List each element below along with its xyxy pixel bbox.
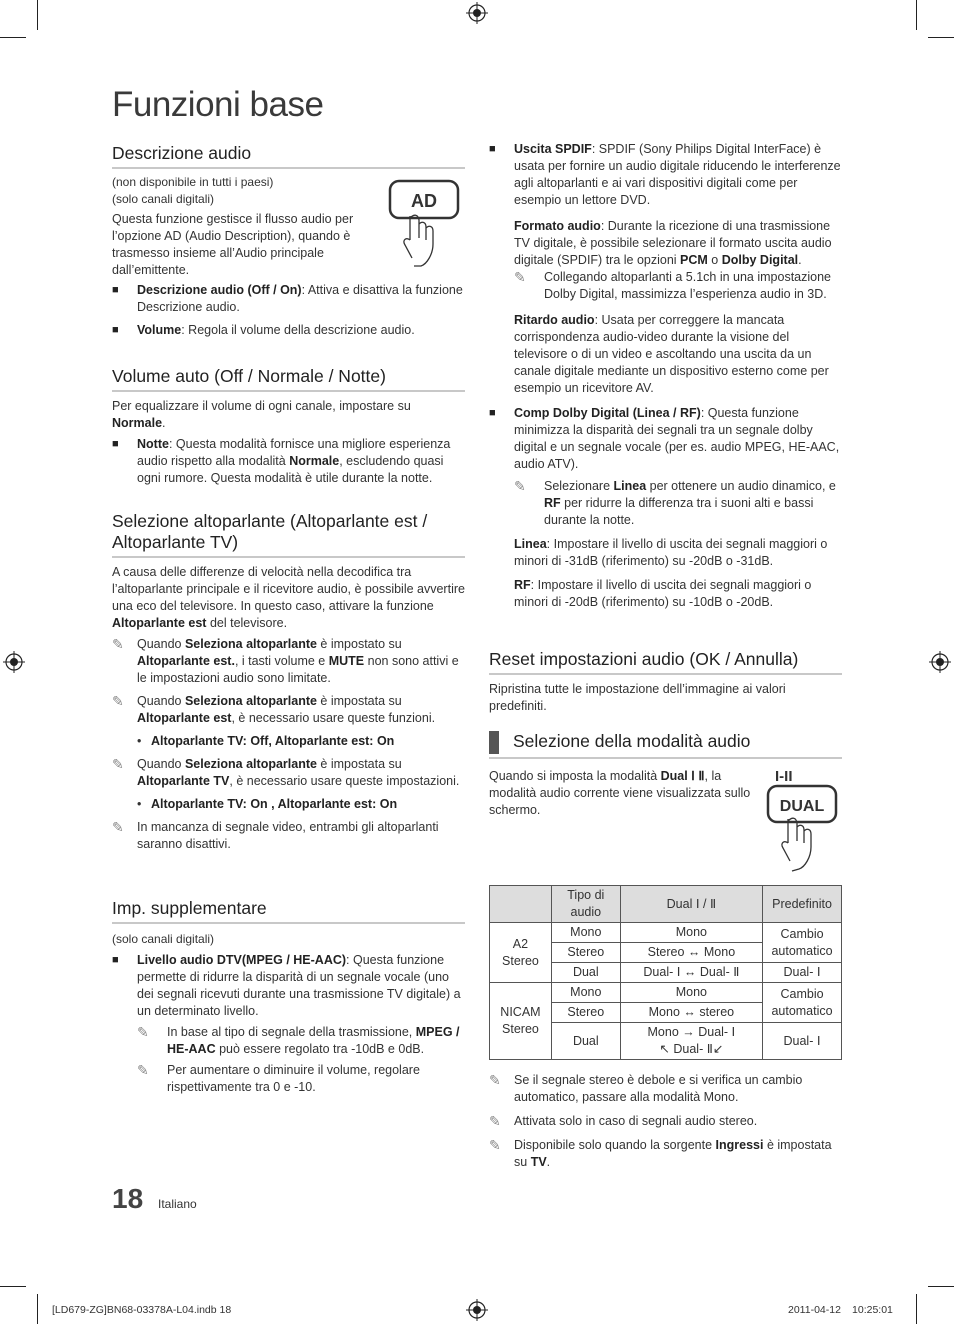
section-auto-volume <box>112 366 465 487</box>
note: ✎ Selezionare Linea per ottenere un audio dinamico, e RF per ridurre la differenza tra i suoni alti e bassi durante la notte. <box>514 478 836 527</box>
list-item: • Altoparlante TV: Off, Altoparlante est: On <box>137 734 395 748</box>
table-cell: Mono ↔ stereo <box>620 1003 762 1023</box>
paragraph: Questa funzione gestisce il flusso audio per l’opzione AD (Audio Description), quando è trasmesso insieme all’Audio principale dall’emittente. <box>112 212 354 277</box>
table-header-cell <box>490 886 552 923</box>
registration-mark-icon <box>466 1299 488 1321</box>
note: ✎ Quando Seleziona altoparlante è impostato su Altoparlante est., i tasti volume e MUTE non sono attivi e le impostazioni audio sono limitate. <box>112 636 459 685</box>
section-heading: Selezione della modalità audio <box>489 731 842 759</box>
crop-mark <box>37 1294 38 1324</box>
ad-button-label: AD <box>411 191 437 211</box>
table-cell: Cambio automatico <box>763 983 842 1023</box>
page-number: 18 <box>112 1183 144 1214</box>
table-cell: Dual <box>551 1023 620 1060</box>
dual-button-icon <box>766 763 838 875</box>
paragraph: Ripristina tutte le impostazione dell’immagine ai valori predefiniti. <box>489 682 786 713</box>
note: ✎ Quando Seleziona altoparlante è impostata su Altoparlante est, è necessario usare queste funzioni. <box>112 693 436 725</box>
footer-timestamp: 2011-04-12 10:25:01 <box>788 1304 893 1316</box>
note-pencil-icon: ✎ <box>112 756 124 772</box>
table-cell: A2 Stereo <box>490 923 552 983</box>
audio-mode-notes <box>489 1072 842 1171</box>
table-cell: Dual- Ⅰ ↔ Dual- Ⅱ <box>620 963 762 983</box>
bullet-square-icon: ■ <box>489 407 496 419</box>
paragraph: Formato audio: Durante la ricezione di una trasmissione TV digitale, è possibile selezionare il formato uscita audio digitale (SPDIF) tra le opzioni PCM o Dolby Digital. <box>514 219 832 267</box>
section-reset-audio <box>489 649 842 715</box>
ad-button-icon <box>388 178 463 270</box>
table-cell: Mono <box>551 983 620 1003</box>
list-item: ■ Comp Dolby Digital (Linea / RF): Questa funzione minimizza la disparità dei segnali tra un segnale dolby digital e un segnale vocale (per es. audio MPEG, HE-AAC, audio ATV). <box>489 406 840 471</box>
registration-mark-icon <box>466 2 488 24</box>
dual-button-label: DUAL <box>779 798 825 815</box>
audio-description-body <box>112 174 367 279</box>
footer-file: [LD679-ZG]BN68-03378A-L04.indb 18 <box>52 1304 232 1316</box>
table-cell: Stereo ↔ Mono <box>620 943 762 963</box>
note: ✎ Per aumentare o diminuire il volume, regolare rispettivamente tra 0 e -10. <box>137 1062 420 1094</box>
section-heading: Volume auto (Off / Normale / Notte) <box>112 366 465 392</box>
note: ✎ Collegando altoparlanti a 5.1ch in una impostazione Dolby Digital, massimizza l’esperienza audio in 3D. <box>514 269 831 301</box>
note-pencil-icon: ✎ <box>514 478 526 494</box>
note: ✎ Disponibile solo quando la sorgente Ingressi è impostata su TV. <box>489 1137 832 1169</box>
note-pencil-icon: ✎ <box>489 1137 501 1153</box>
note: ✎ Attivata solo in caso di segnali audio stereo. <box>489 1113 758 1129</box>
list-item: ■ Descrizione audio (Off / On): Attiva e disattiva la funzione Descrizione audio. <box>112 283 463 314</box>
registration-mark-icon <box>3 651 25 673</box>
note-pencil-icon: ✎ <box>112 819 124 835</box>
paragraph: Per equalizzare il volume di ogni canale, impostare su Normale. <box>112 399 411 430</box>
table-cell: Stereo <box>551 943 620 963</box>
note-pencil-icon: ✎ <box>112 693 124 709</box>
digital-only-note: (solo canali digitali) <box>112 932 215 946</box>
section-speaker-select <box>112 511 465 853</box>
bullet-square-icon: ■ <box>112 324 119 336</box>
section-heading: Reset impostazioni audio (OK / Annulla) <box>489 649 842 675</box>
table-header-cell: Predefinito <box>763 886 842 923</box>
note: ✎ Quando Seleziona altoparlante è impostata su Altoparlante TV, è necessario usare queste impostazioni. <box>112 756 460 788</box>
dual-mode-label: I-II <box>775 768 793 785</box>
crop-mark <box>916 0 917 30</box>
table-header-cell: Tipo di audio <box>551 886 620 923</box>
list-item: ■ Livello audio DTV(MPEG / HE-AAC): Questa funzione permette di ridurre la disparità di un segnale vocale (uno dei segnali ricevuti durante una trasmissione TV digitale) a un determinato livello. <box>112 953 461 1018</box>
table-header-row <box>490 886 842 923</box>
section-spdif <box>489 141 842 611</box>
paragraph: RF: Impostare il livello di uscita dei segnali maggiori o minori di -20dB (riferimento) su -10dB o -20dB. <box>514 578 812 609</box>
table-cell: Dual- Ⅰ <box>763 963 842 983</box>
audio-mode-body <box>489 768 754 819</box>
note-pencil-icon: ✎ <box>489 1113 501 1129</box>
section-audio-description <box>112 143 465 169</box>
page-language: Italiano <box>158 1197 197 1211</box>
note-pencil-icon: ✎ <box>137 1024 149 1040</box>
bullet-square-icon: ■ <box>489 143 496 155</box>
crop-mark <box>928 37 954 38</box>
section-heading: Imp. supplementare <box>112 898 465 924</box>
table-cell: Cambio automatico <box>763 923 842 963</box>
table-cell: Dual- Ⅰ <box>763 1023 842 1060</box>
crop-mark <box>0 1286 26 1287</box>
list-item: ■ Uscita SPDIF: SPDIF (Sony Philips Digital InterFace) è usata per fornire un audio digitale riducendo le interferenze agli altoparlanti e ai vari dispositivi digitali come per esempio un lettore DVD. <box>489 142 841 207</box>
list-item: • Altoparlante TV: On , Altoparlante est: On <box>137 797 398 811</box>
table-cell: NICAM Stereo <box>490 983 552 1060</box>
section-heading: Selezione altoparlante (Altoparlante est / Altoparlante TV) <box>112 511 465 558</box>
section-audio-mode <box>489 731 842 759</box>
page-title: Funzioni base <box>112 85 324 124</box>
note-pencil-icon: ✎ <box>137 1062 149 1078</box>
table-cell: Mono → Dual- Ⅰ ↖ Dual- Ⅱ↙ <box>620 1023 762 1060</box>
paragraph: Linea: Impostare il livello di uscita dei segnali maggiori o minori di -31dB (riferimento) su -20dB o -31dB. <box>514 537 828 568</box>
table-row <box>490 983 842 1003</box>
note-pencil-icon: ✎ <box>489 1072 501 1088</box>
list-item: ■ Volume: Regola il volume della descrizione audio. <box>112 323 415 337</box>
table-cell: Mono <box>620 923 762 943</box>
paragraph: Ritardo audio: Usata per correggere la mancata corrispondenza audio-video durante la visione del televisore o di un video e ascoltando una uscita da un canale digitale mediante un dispositivo esterno come per esempio un ricevitore AV. <box>514 313 829 395</box>
section-heading: Descrizione audio <box>112 143 465 169</box>
table-header-cell: Dual Ⅰ / Ⅱ <box>620 886 762 923</box>
availability-note: (non disponibile in tutti i paesi) <box>112 175 274 189</box>
heading-bar-icon <box>489 731 499 754</box>
table-cell: Stereo <box>551 1003 620 1023</box>
bullet-square-icon: ■ <box>112 284 119 296</box>
note: ✎ In mancanza di segnale video, entrambi gli altoparlanti saranno disattivi. <box>112 819 439 851</box>
note: ✎ Se il segnale stereo è debole e si verifica un cambio automatico, passare alla modalità Mono. <box>489 1072 803 1104</box>
table-cell: Mono <box>551 923 620 943</box>
bullet-square-icon: ■ <box>112 438 119 450</box>
audio-mode-table <box>489 885 842 1060</box>
audio-description-items <box>112 282 465 339</box>
bullet-dot-icon: • <box>137 734 142 748</box>
note-pencil-icon: ✎ <box>112 636 124 652</box>
table-cell: Mono <box>620 983 762 1003</box>
list-item: ■ Notte: Questa modalità fornisce una migliore esperienza audio rispetto alla modalità Normale, escludendo quasi ogni rumore. Questa modalità è utile durante la notte. <box>112 437 451 485</box>
crop-mark <box>916 1294 917 1324</box>
crop-mark <box>928 1286 954 1287</box>
crop-mark <box>0 37 26 38</box>
note-pencil-icon: ✎ <box>514 269 526 285</box>
paragraph: Quando si imposta la modalità Dual Ⅰ Ⅱ, la modalità audio corrente viene visualizzata sullo schermo. <box>489 769 751 817</box>
table-cell: Dual <box>551 963 620 983</box>
crop-mark <box>37 0 38 30</box>
note: ✎ In base al tipo di segnale della trasmissione, MPEG / HE-AAC può essere regolato tra -10dB e 0dB. <box>137 1024 460 1056</box>
table-row <box>490 923 842 943</box>
bullet-dot-icon: • <box>137 797 142 811</box>
bullet-square-icon: ■ <box>112 954 119 966</box>
digital-only-note: (solo canali digitali) <box>112 192 215 206</box>
paragraph: A causa delle differenze di velocità nella decodifica tra l’altoparlante principale e il ricevitore audio, è possibile avvertire una eco del televisore. In questo caso, attivare la funzione Altoparlante est del televisore. <box>112 565 465 630</box>
registration-mark-icon <box>929 651 951 673</box>
section-extra-settings <box>112 898 465 1096</box>
